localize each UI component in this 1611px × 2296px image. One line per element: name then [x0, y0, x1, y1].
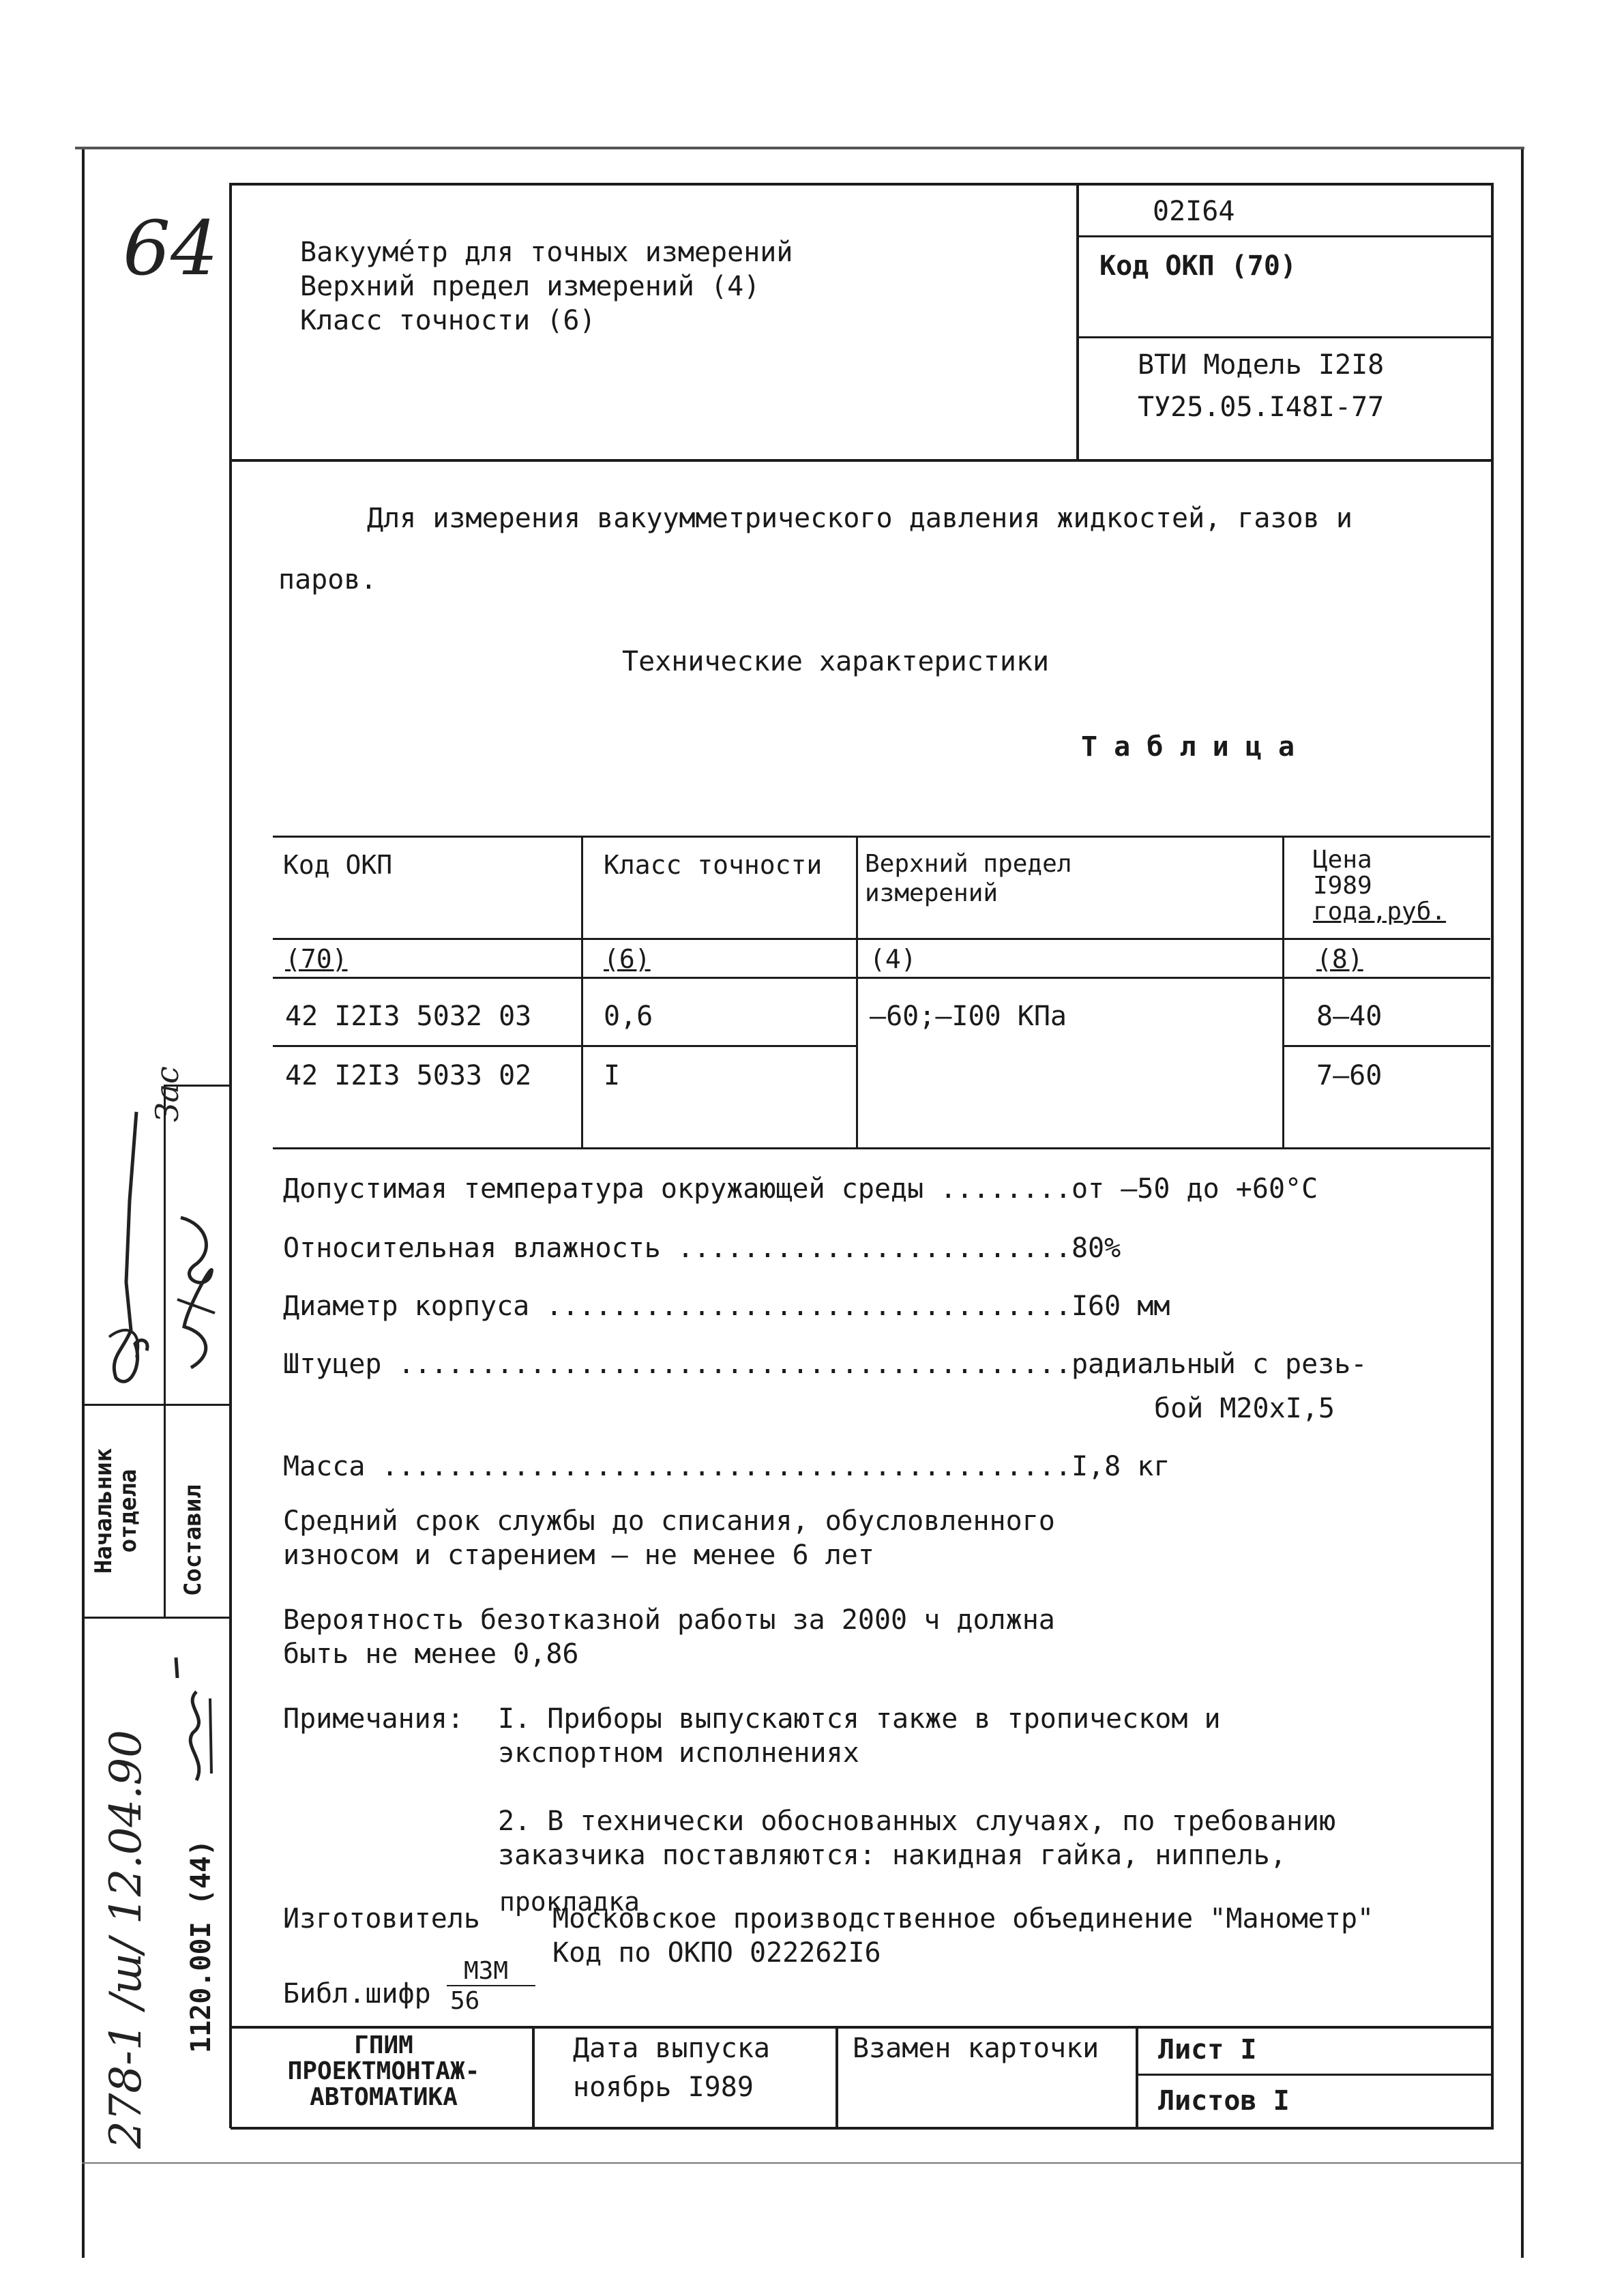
section-title: Технические характеристики	[622, 646, 1050, 677]
spec-value: I60 мм	[1071, 1291, 1170, 1322]
service-life-line-1: Средний срок службы до списания, обусловленного	[283, 1505, 1055, 1537]
spec-dots: ........................	[660, 1233, 1071, 1264]
header-right-rule-1	[1078, 235, 1492, 237]
card-top-border	[231, 183, 1494, 186]
table-header-rule-1	[273, 938, 1490, 940]
code-8: (8)	[1316, 944, 1363, 974]
reliability-line-2: быть не менее 0,86	[283, 1638, 579, 1670]
outer-bottom-border	[82, 2162, 1521, 2164]
table-col-rule-2	[856, 837, 858, 1147]
th-price-line-3: года,руб.	[1313, 897, 1447, 926]
th-limit	[865, 849, 1071, 908]
outer-top-border	[75, 147, 1524, 149]
side-stamp-code: 1120.00І (44)	[186, 1839, 217, 2053]
table-row-rule	[273, 1045, 856, 1047]
title-line-3: Класс точности (6)	[300, 305, 596, 336]
code-4: (4)	[870, 944, 917, 974]
side-handwritten-date: 278-1 /ш/ 12.04.90	[101, 1730, 151, 2149]
spec-humidity	[283, 1231, 1121, 1265]
footer-replace-label: Взамен карточки	[853, 2033, 1099, 2064]
row2-okp: 42 I2I3 5033 02	[285, 1060, 532, 1091]
model-label: ВТИ Модель I2I8	[1138, 349, 1385, 381]
th-limit-line-2: измерений	[865, 879, 999, 908]
row1-price: 8–40	[1316, 1001, 1383, 1032]
spec-diameter	[283, 1289, 1170, 1323]
th-price-line-1: Цена	[1313, 846, 1372, 874]
manufacturer-label: Изготовитель	[283, 1903, 480, 1934]
footer-col-rule-3	[1136, 2027, 1138, 2128]
th-limit-line-1: Верхний предел	[865, 850, 1072, 878]
footer-sheet: Лист I	[1158, 2034, 1257, 2065]
row1-class: 0,6	[604, 1001, 653, 1032]
spec-label: Допустимая температура окружающей среды	[283, 1173, 924, 1205]
header-right-rule-2	[1078, 336, 1492, 338]
table-col-rule-1	[581, 837, 583, 1147]
outer-left-border	[82, 147, 85, 2258]
spec-dots: .........................................	[381, 1349, 1071, 1380]
header-bottom-border	[231, 459, 1494, 462]
th-okp: Код ОКП	[283, 850, 393, 880]
side-box-rule-2	[85, 1617, 229, 1619]
spec-fitting-cont: бой М20хI,5	[1154, 1393, 1335, 1424]
manufacturer-code: Код по ОКПО 022262I6	[552, 1937, 881, 1969]
card-right-border	[1491, 183, 1494, 2128]
okp-code-label: Код ОКП (70)	[1099, 250, 1297, 282]
side-hand-mark: Зас	[149, 1066, 186, 1122]
signature-head	[95, 1105, 160, 1398]
footer-date-label: Дата выпуска	[573, 2033, 770, 2064]
table-price-row-rule	[1282, 1045, 1490, 1047]
table-header-rule-2	[273, 977, 1490, 979]
footer-date-value: ноябрь I989	[573, 2072, 754, 2103]
side-signature-box-left	[164, 1085, 166, 1617]
intro-line-2: паров.	[278, 564, 377, 595]
row1-limit: –60;–I00 КПа	[870, 1001, 1067, 1032]
spec-temperature	[283, 1172, 1318, 1206]
note-2-line-1: 2. В технически обоснованных случаях, по требованию	[498, 1806, 1336, 1837]
outer-right-border	[1521, 147, 1524, 2258]
library-numerator: МЗМ	[464, 1957, 509, 1985]
signature-bottom	[169, 1651, 224, 1787]
spec-dots: ..........................................	[365, 1451, 1071, 1482]
manufacturer-name: Московское производственное объединение "Манометр"	[552, 1903, 1374, 1934]
footer-org	[239, 2033, 529, 2110]
header-divider	[1076, 183, 1079, 460]
code-6: (6)	[604, 944, 651, 974]
notes-label: Примечания:	[283, 1703, 464, 1735]
th-class: Класс точности	[604, 850, 823, 880]
tu-label: ТУ25.05.I48I-77	[1138, 392, 1385, 423]
note-2	[498, 1804, 1335, 1872]
note-1-line-2: экспортном исполнениях	[498, 1737, 859, 1769]
row1-okp: 42 I2I3 5032 03	[285, 1001, 532, 1032]
footer-org-line-2: ПРОЕКТМОНТАЖ-	[287, 2057, 480, 2085]
reliability-line-1: Вероятность безотказной работы за 2000 ч должна	[283, 1604, 1055, 1636]
table-bottom-rule	[273, 1147, 1490, 1149]
footer-sheets: Листов I	[1158, 2085, 1290, 2117]
code-70: (70)	[285, 944, 348, 974]
service-life-line-2: износом и старением – не менее 6 лет	[283, 1540, 874, 1571]
footer-col-rule-2	[836, 2027, 838, 2128]
footer-col-rule-1	[532, 2027, 535, 2128]
library-label: Библ.шифр	[283, 1978, 431, 2010]
margin-note: 64	[123, 205, 218, 292]
footer-bottom-rule	[231, 2127, 1494, 2130]
note-2-line-2: заказчика поставляются: накидная гайка, ниппель,	[498, 1840, 1286, 1871]
table-label: Т а б л и ц а	[1081, 731, 1295, 763]
side-label-initial: Начальник отдела	[90, 1447, 142, 1574]
side-label-compiled: Составил	[179, 1484, 207, 1596]
reliability	[283, 1603, 1055, 1671]
title-line-2: Верхний предел измерений (4)	[300, 271, 760, 302]
spec-value: от –50 до +60°C	[1071, 1173, 1318, 1205]
footer-org-line-3: АВТОМАТИКА	[310, 2082, 458, 2111]
header-title	[300, 235, 793, 338]
card-left-border	[229, 183, 232, 2128]
spec-value: 80%	[1071, 1233, 1121, 1264]
signature-compiler	[167, 1204, 225, 1381]
spec-value: радиальный с резь-	[1071, 1349, 1368, 1380]
spec-mass	[283, 1449, 1170, 1484]
spec-label: Масса	[283, 1451, 366, 1482]
spec-label: Относительная влажность	[283, 1233, 661, 1264]
table-top-rule	[273, 836, 1490, 838]
side-box-rule-1	[85, 1404, 229, 1406]
footer-sheet-rule	[1137, 2074, 1492, 2076]
spec-dots: ................................	[529, 1291, 1071, 1322]
note-1	[498, 1702, 1221, 1770]
th-price	[1313, 847, 1446, 924]
intro-line-1: Для измерения вакуумметрического давления жидкостей, газов и	[367, 503, 1353, 534]
spec-value: I,8 кг	[1071, 1451, 1170, 1482]
footer-top-rule	[231, 2026, 1494, 2029]
service-life	[283, 1504, 1055, 1572]
row2-price: 7–60	[1316, 1060, 1383, 1091]
title-line-1: Вакуумéтр для точных измерений	[300, 237, 793, 268]
library-denominator: 56	[450, 1987, 480, 2015]
spec-label: Диаметр корпуса	[283, 1291, 530, 1322]
spec-label: Штуцер	[283, 1349, 382, 1380]
note-1-line-1: I. Приборы выпускаются также в тропическом и	[498, 1703, 1221, 1735]
th-price-line-2: I989	[1313, 871, 1372, 900]
spec-fitting	[283, 1347, 1367, 1381]
row2-class: I	[604, 1060, 621, 1091]
code-number: 02I64	[1153, 196, 1235, 227]
spec-dots: ........	[923, 1173, 1071, 1205]
table-col-rule-3	[1282, 837, 1284, 1147]
footer-org-line-1: ГПИМ	[354, 2031, 413, 2059]
note-2-tail: прокладка	[499, 1887, 640, 1917]
